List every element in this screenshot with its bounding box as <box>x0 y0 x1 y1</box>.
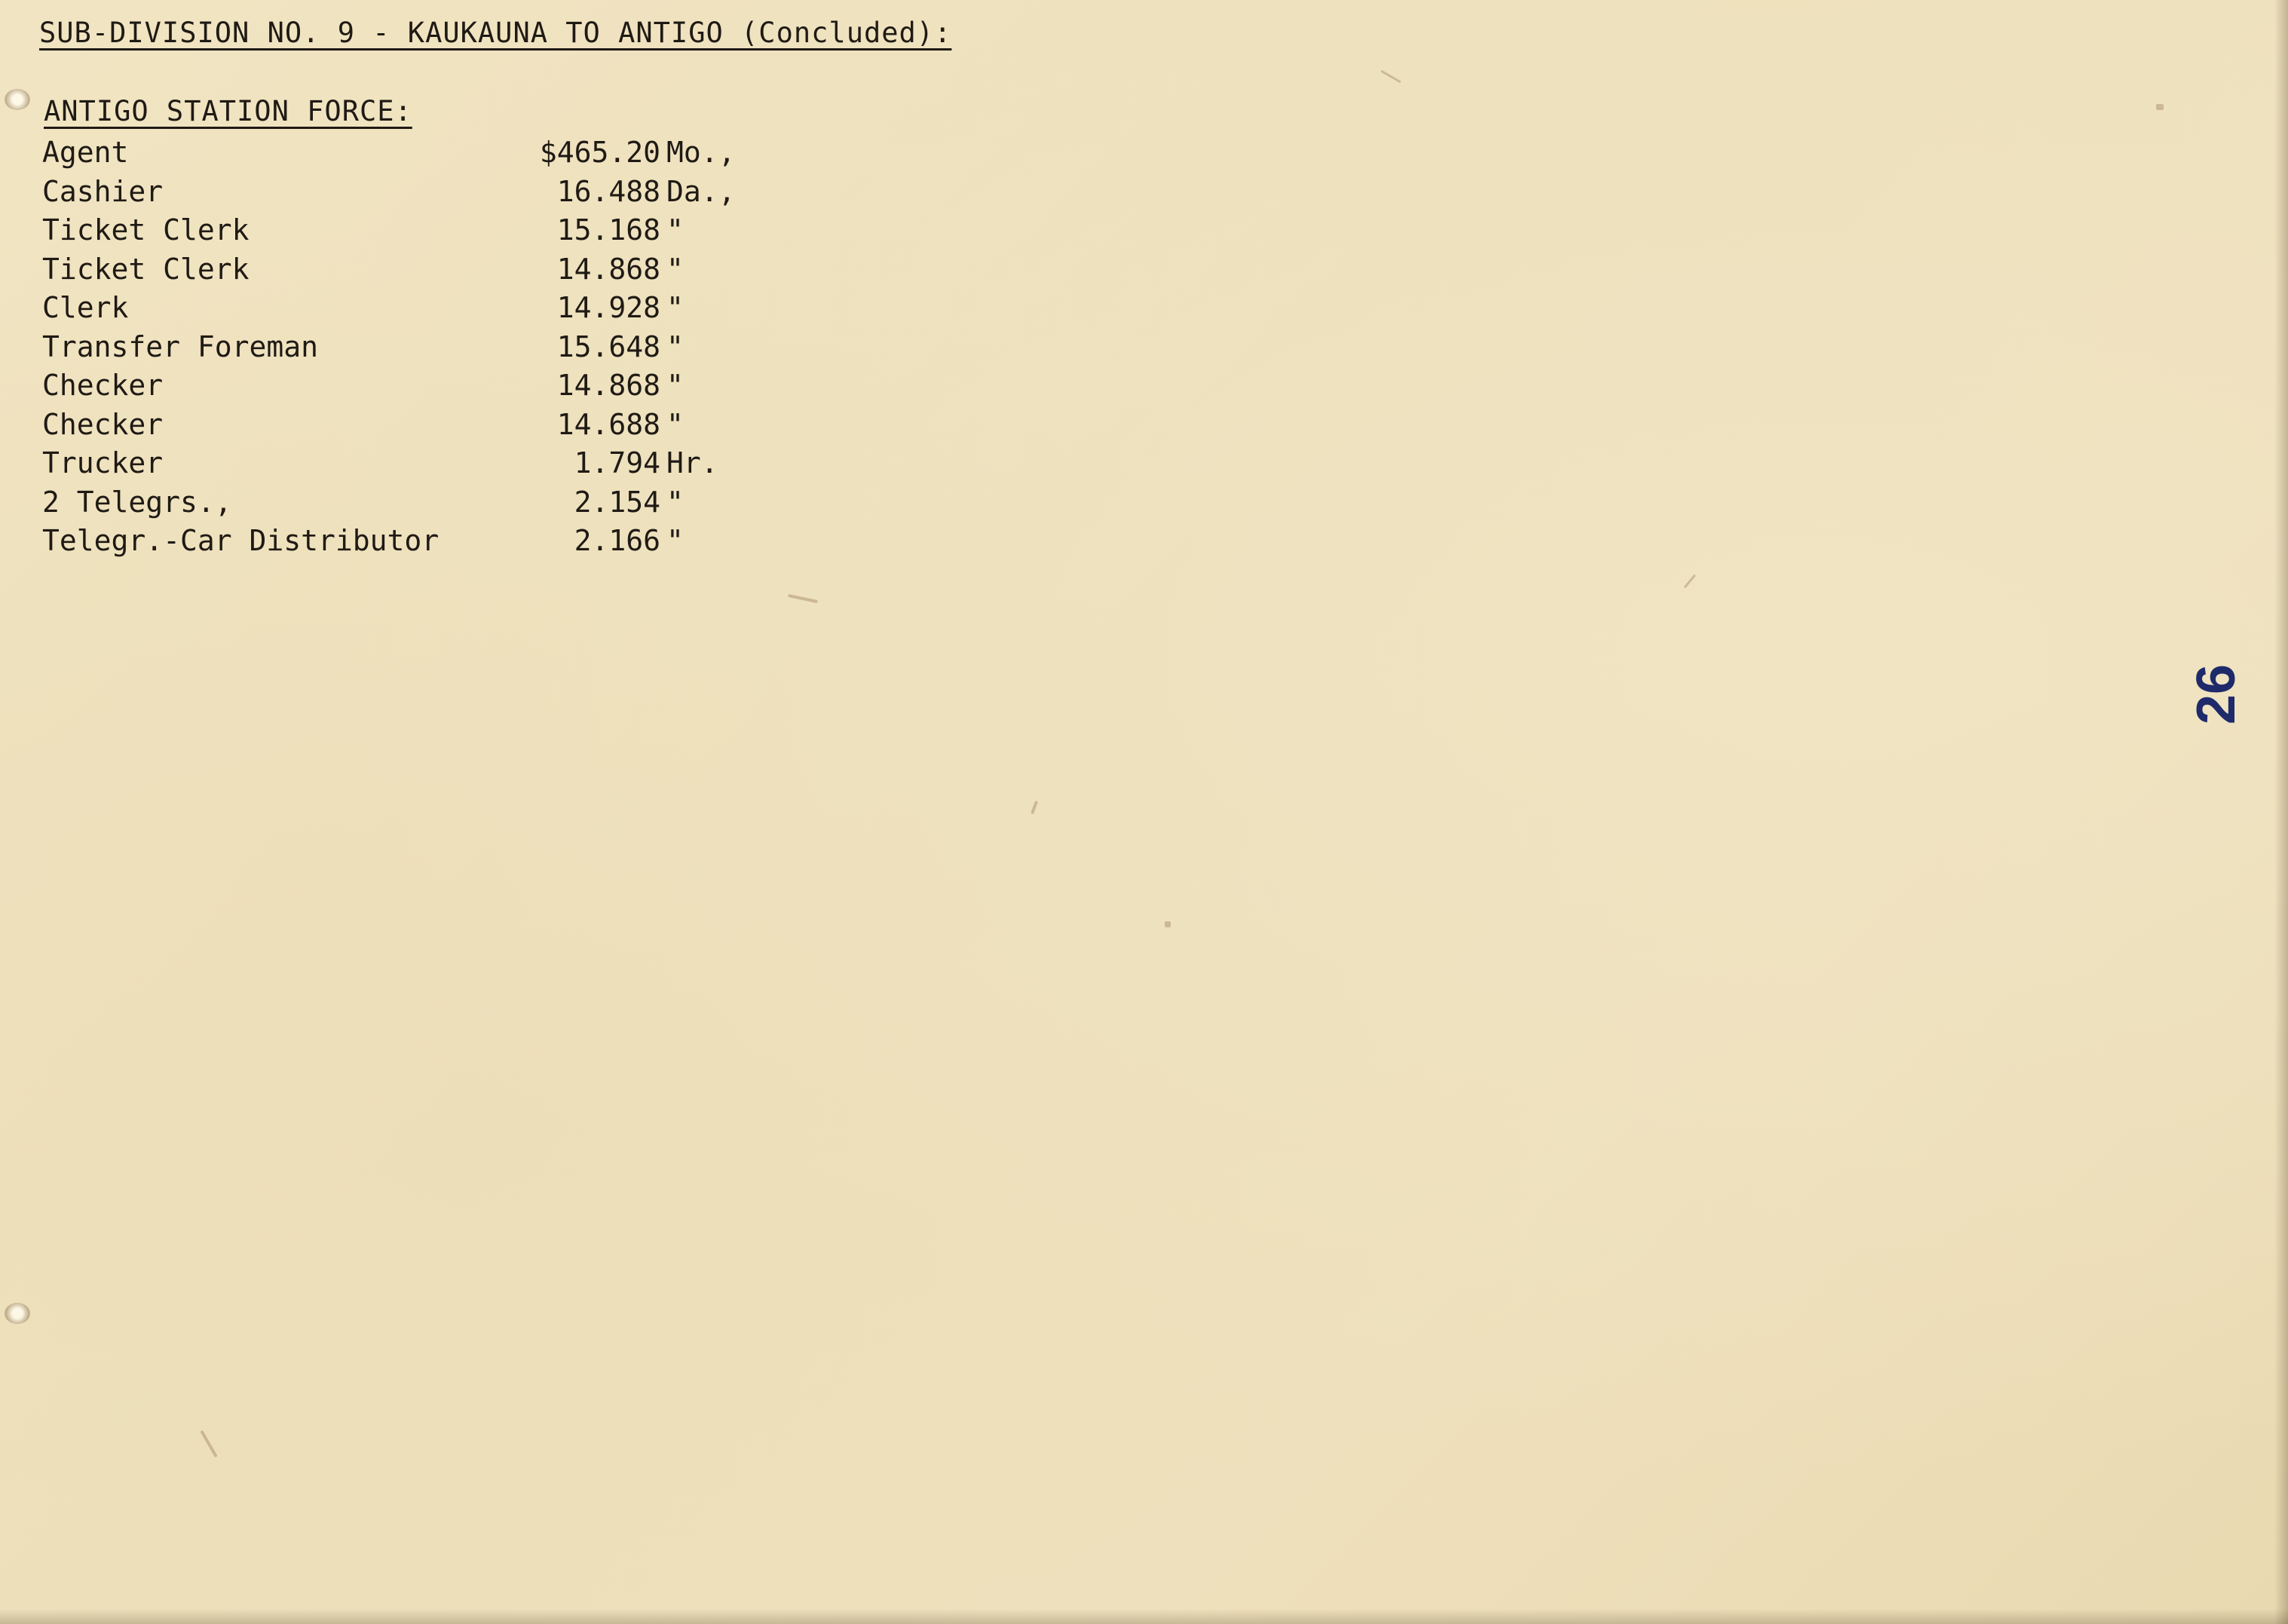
position-rate: 16.488 <box>556 174 660 208</box>
position-unit: Hr. <box>666 446 718 480</box>
position-title: Clerk <box>42 291 129 324</box>
page-edge-shadow <box>0 1609 2288 1624</box>
position-unit: " <box>666 369 684 402</box>
position-rate: 15.648 <box>556 329 660 363</box>
position-unit: " <box>666 524 684 557</box>
position-title: Agent <box>42 136 129 169</box>
position-rate: 2.154 <box>574 485 660 519</box>
positions-table <box>42 136 796 563</box>
table-row <box>42 446 796 486</box>
table-row <box>42 486 796 525</box>
position-rate: 2.166 <box>574 524 660 557</box>
position-title: Ticket Clerk <box>42 213 250 247</box>
paper-fiber <box>1031 801 1038 814</box>
position-title: Transfer Foreman <box>42 329 319 363</box>
page-edge-shadow <box>2274 0 2288 1624</box>
staple-hole-bottom <box>5 1303 30 1324</box>
position-title: 2 Telegrs., <box>42 485 232 519</box>
paper-fiber <box>1380 70 1401 84</box>
position-rate: 14.868 <box>556 252 660 286</box>
paper-fiber <box>788 594 818 603</box>
table-row <box>42 213 796 253</box>
position-unit: " <box>666 291 684 324</box>
document-header: SUB-DIVISION NO. 9 - KAUKAUNA TO ANTIGO (Concluded): <box>39 17 952 49</box>
table-row <box>42 330 796 369</box>
position-title: Trucker <box>42 446 164 480</box>
table-row <box>42 136 796 175</box>
paper-fiber <box>200 1430 217 1458</box>
section-title: ANTIGO STATION FORCE: <box>44 95 412 127</box>
position-unit: Da., <box>666 174 736 208</box>
table-row <box>42 408 796 447</box>
position-unit: Mo., <box>666 136 736 169</box>
position-unit: " <box>666 485 684 519</box>
table-row <box>42 369 796 408</box>
position-unit: " <box>666 329 684 363</box>
position-unit: " <box>666 213 684 247</box>
paper-fiber <box>2156 104 2164 110</box>
position-title: Checker <box>42 407 164 441</box>
position-unit: " <box>666 407 684 441</box>
position-rate: 14.928 <box>556 291 660 324</box>
table-row <box>42 524 796 563</box>
position-unit: " <box>666 252 684 286</box>
position-title: Ticket Clerk <box>42 252 250 286</box>
table-row <box>42 291 796 330</box>
paper-fiber <box>1165 921 1171 927</box>
paper-fiber <box>1683 575 1695 589</box>
staple-hole-top <box>5 89 30 110</box>
position-rate: $465.20 <box>539 136 660 169</box>
position-rate: 1.794 <box>574 446 660 480</box>
position-rate: 14.688 <box>556 407 660 441</box>
position-title: Telegr.-Car Distributor <box>42 524 440 557</box>
position-rate: 15.168 <box>556 213 660 247</box>
table-row <box>42 175 796 214</box>
position-title: Checker <box>42 369 164 402</box>
page-number-stamp: 26 <box>2186 663 2247 725</box>
table-row <box>42 253 796 292</box>
position-title: Cashier <box>42 174 164 208</box>
position-rate: 14.868 <box>556 369 660 402</box>
